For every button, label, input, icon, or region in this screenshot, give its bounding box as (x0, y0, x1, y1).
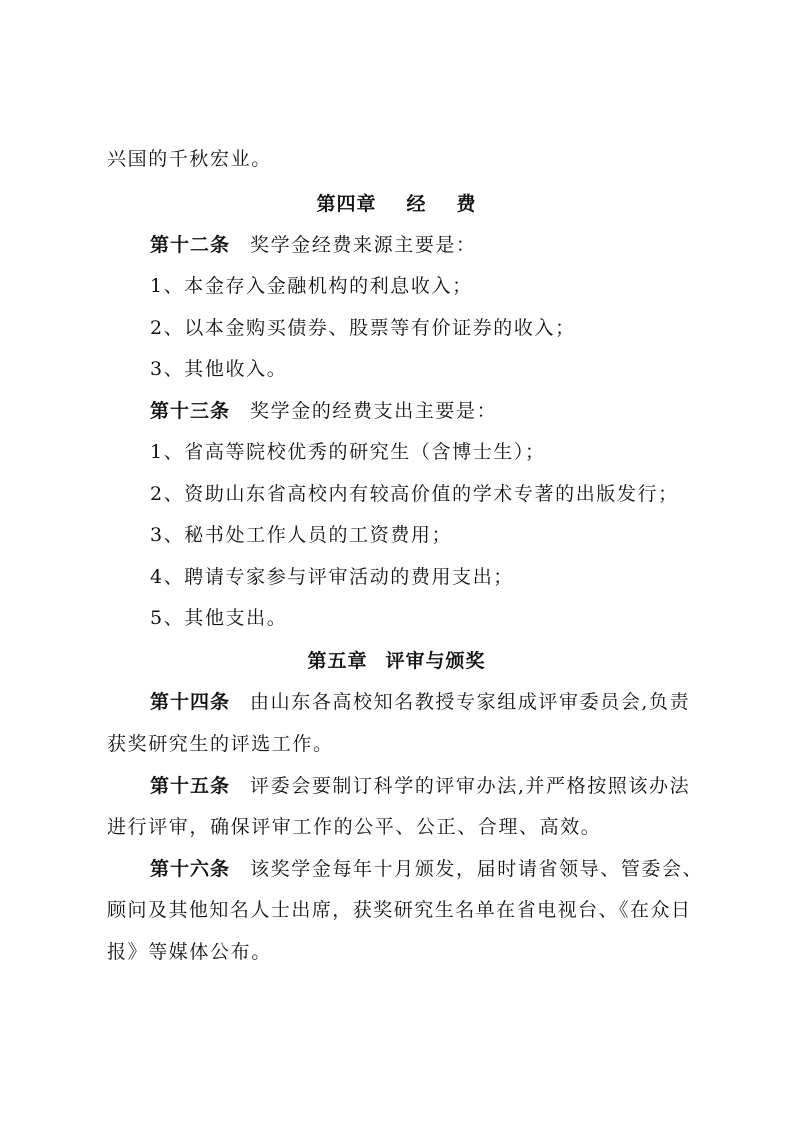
chapter-title: 评审与颁奖 (385, 650, 486, 672)
chapter-number: 第五章 (307, 650, 368, 672)
article-text: 奖学金的经费支出主要是： (250, 400, 498, 422)
list-item: 5、其他支出。 (150, 607, 288, 629)
list-item: 3、其他收入。 (150, 358, 288, 380)
article-14 (150, 690, 690, 714)
article-label: 第十四条 (150, 691, 231, 713)
article-label: 第十六条 (150, 858, 231, 880)
list-item: 3、秘书处工作人员的工资费用； (150, 524, 453, 546)
continuation-text: 兴国的千秋宏业。 (107, 148, 272, 170)
article-text: 由山东各高校知名教授专家组成评审委员会,负责 (250, 691, 691, 713)
article-16 (150, 857, 704, 881)
list-item: 1、省高等院校优秀的研究生（含博士生）； (150, 441, 546, 463)
list-item: 1、本金存入金融机构的利息收入； (150, 275, 473, 297)
article-text-cont: 进行评审，确保评审工作的公平、公正、合理、高效。 (107, 816, 602, 838)
article-13 (150, 399, 690, 423)
article-text: 评委会要制订科学的评审办法,并严格按照该办法 (250, 775, 691, 797)
article-text-cont: 获奖研究生的评选工作。 (107, 733, 334, 755)
article-label: 第十五条 (150, 775, 231, 797)
list-item: 2、以本金购买债券、股票等有价证券的收入； (150, 317, 576, 339)
article-text: 奖学金经费来源主要是： (250, 234, 477, 256)
article-text-cont: 报》等媒体公布。 (107, 941, 272, 963)
list-item: 4、聘请专家参与评审活动的费用支出； (150, 566, 514, 588)
article-12 (150, 233, 690, 257)
chapter-title-2: 费 (456, 193, 477, 215)
article-label: 第十三条 (150, 400, 231, 422)
chapter-5-heading (0, 649, 793, 673)
chapter-title-1: 经 (406, 193, 427, 215)
article-text: 该奖学金每年十月颁发，届时请省领导、管委会、 (250, 858, 704, 880)
list-item: 2、资助山东省高校内有较高价值的学术专著的出版发行； (150, 483, 679, 505)
article-label: 第十二条 (150, 234, 231, 256)
chapter-4-heading (0, 192, 793, 216)
article-text-cont: 顾问及其他知名人士出席，获奖研究生名单在省电视台、《在众日 (107, 899, 690, 921)
chapter-number: 第四章 (316, 193, 377, 215)
article-15 (150, 774, 690, 798)
